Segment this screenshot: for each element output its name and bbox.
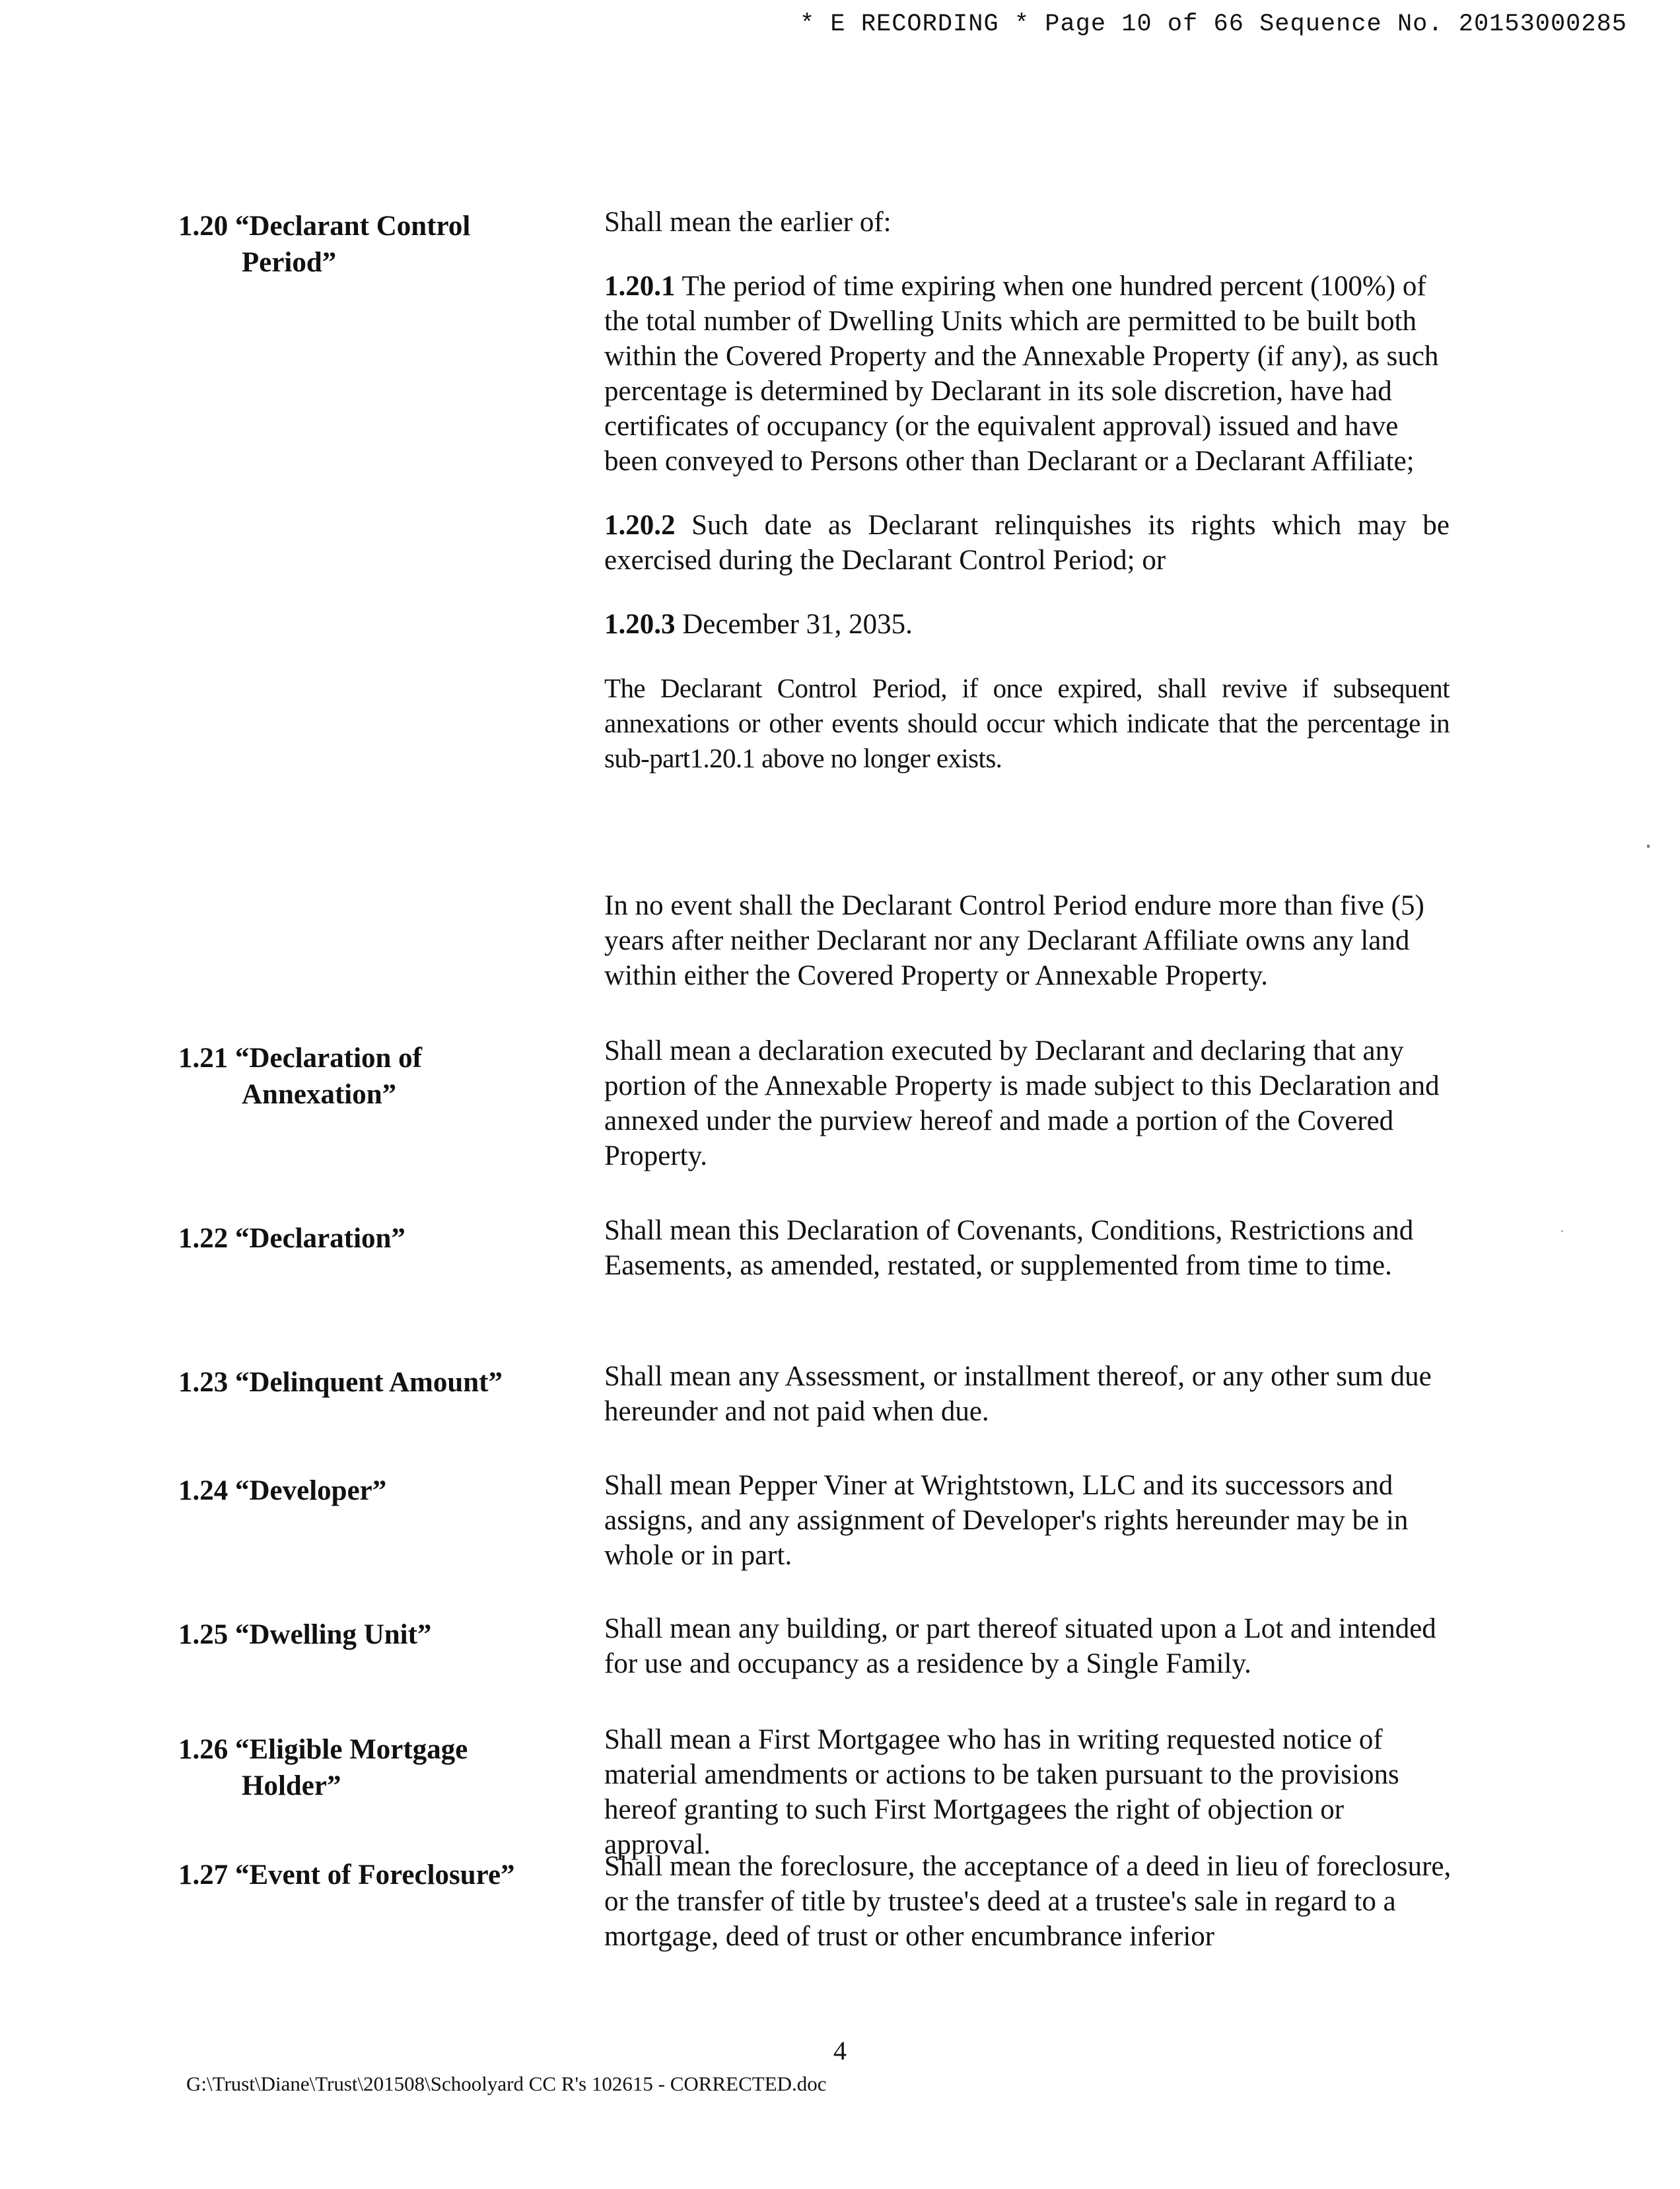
no-event-paragraph: In no event shall the Declarant Control Period endure more than five (5) years after neither Declarant nor any Declarant Affiliate owns any land within either the Covered Property or Annexable Property. xyxy=(604,890,1424,991)
subpart-text: December 31, 2035. xyxy=(675,609,913,640)
footer-file-path: G:\Trust\Diane\Trust\201508\Schoolyard CC R's 102615 - CORRECTED.doc xyxy=(186,2072,827,2095)
scan-speck xyxy=(1561,1230,1563,1232)
subpart-text: Such date as Declarant relinquishes its rights which may be exercised during the Declarant Control Period; or xyxy=(604,510,1450,576)
definition-1-23: Shall mean any Assessment, or installment thereof, or any other sum due hereunder and not paid when due. xyxy=(604,1361,1432,1427)
definition-1-26: Shall mean a First Mortgagee who has in writing requested notice of material amendments or actions to be taken pursuant to the provisions hereof granting to such First Mortgagees the right of objection or approval. xyxy=(604,1724,1399,1860)
scan-speck xyxy=(1647,845,1650,848)
term-1-26 xyxy=(178,1731,575,1804)
subpart-text: The period of time expiring when one hundred percent (100%) of the total number of Dwelling Units which are permitted to be built both within the Covered Property and the Annexable Property (if any), as such percentage is determined by Declarant in its sole discretion, have had certificates of occupancy (or the equivalent approval) issued and have been conveyed to Persons other than Declarant or a Declarant Affiliate; xyxy=(604,271,1439,477)
term-1-21 xyxy=(178,1040,575,1113)
definition-1-24: Shall mean Pepper Viner at Wrightstown, LLC and its successors and assigns, and any assignment of Developer's rights hereunder may be in whole or in part. xyxy=(604,1470,1409,1571)
definition-1-22: Shall mean this Declaration of Covenants, Conditions, Restrictions and Easements, as amended, restated, or supplemented from time to time. xyxy=(604,1215,1414,1281)
term-1-27: 1.27 “Event of Foreclosure” xyxy=(178,1859,515,1891)
term-1-20 xyxy=(178,208,575,281)
revive-paragraph: The Declarant Control Period, if once expired, shall revive if subsequent annexations or other events should occur which indicate that the percentage in sub-part1.20.1 above no longer exists. xyxy=(604,673,1450,773)
subpart-number: 1.20.3 xyxy=(604,609,676,640)
subpart-number: 1.20.1 xyxy=(604,271,676,302)
subpart-1-20-1 xyxy=(604,269,1450,479)
term-label-line1: 1.26 “Eligible Mortgage xyxy=(178,1734,468,1765)
subpart-number: 1.20.2 xyxy=(604,510,676,541)
term-label-line2: Period” xyxy=(242,247,337,278)
subpart-1-20-2 xyxy=(604,508,1450,578)
definition-1-20 xyxy=(604,205,1450,776)
subpart-1-20-3 xyxy=(604,607,1450,642)
term-1-23: 1.23 “Delinquent Amount” xyxy=(178,1367,503,1398)
definition-1-21: Shall mean a declaration executed by Declarant and declaring that any portion of the Annexable Property is made subject to this Declaration and annexed under the purview hereof and made a portion of the Covered Property. xyxy=(604,1035,1440,1171)
term-label-line2: Holder” xyxy=(242,1770,341,1801)
definition-1-27: Shall mean the foreclosure, the acceptance of a deed in lieu of foreclosure, or the transfer of title by trustee's deed at a trustee's sale in regard to a mortgage, deed of trust or other encumbrance inferior xyxy=(604,1851,1452,1952)
page-number: 4 xyxy=(833,2036,847,2066)
term-label-line2: Annexation” xyxy=(242,1079,397,1110)
definition-intro: Shall mean the earlier of: xyxy=(604,207,892,238)
term-1-22: 1.22 “Declaration” xyxy=(178,1223,405,1254)
definition-1-25: Shall mean any building, or part thereof situated upon a Lot and intended for use and occupancy as a residence by a Single Family. xyxy=(604,1613,1436,1679)
recording-header: * E RECORDING * Page 10 of 66 Sequence No. 20153000285 xyxy=(800,11,1627,38)
term-1-24: 1.24 “Developer” xyxy=(178,1475,387,1506)
term-label-line1: 1.20 “Declarant Control xyxy=(178,211,471,242)
term-1-25: 1.25 “Dwelling Unit” xyxy=(178,1619,432,1650)
term-label-line1: 1.21 “Declaration of xyxy=(178,1043,423,1074)
